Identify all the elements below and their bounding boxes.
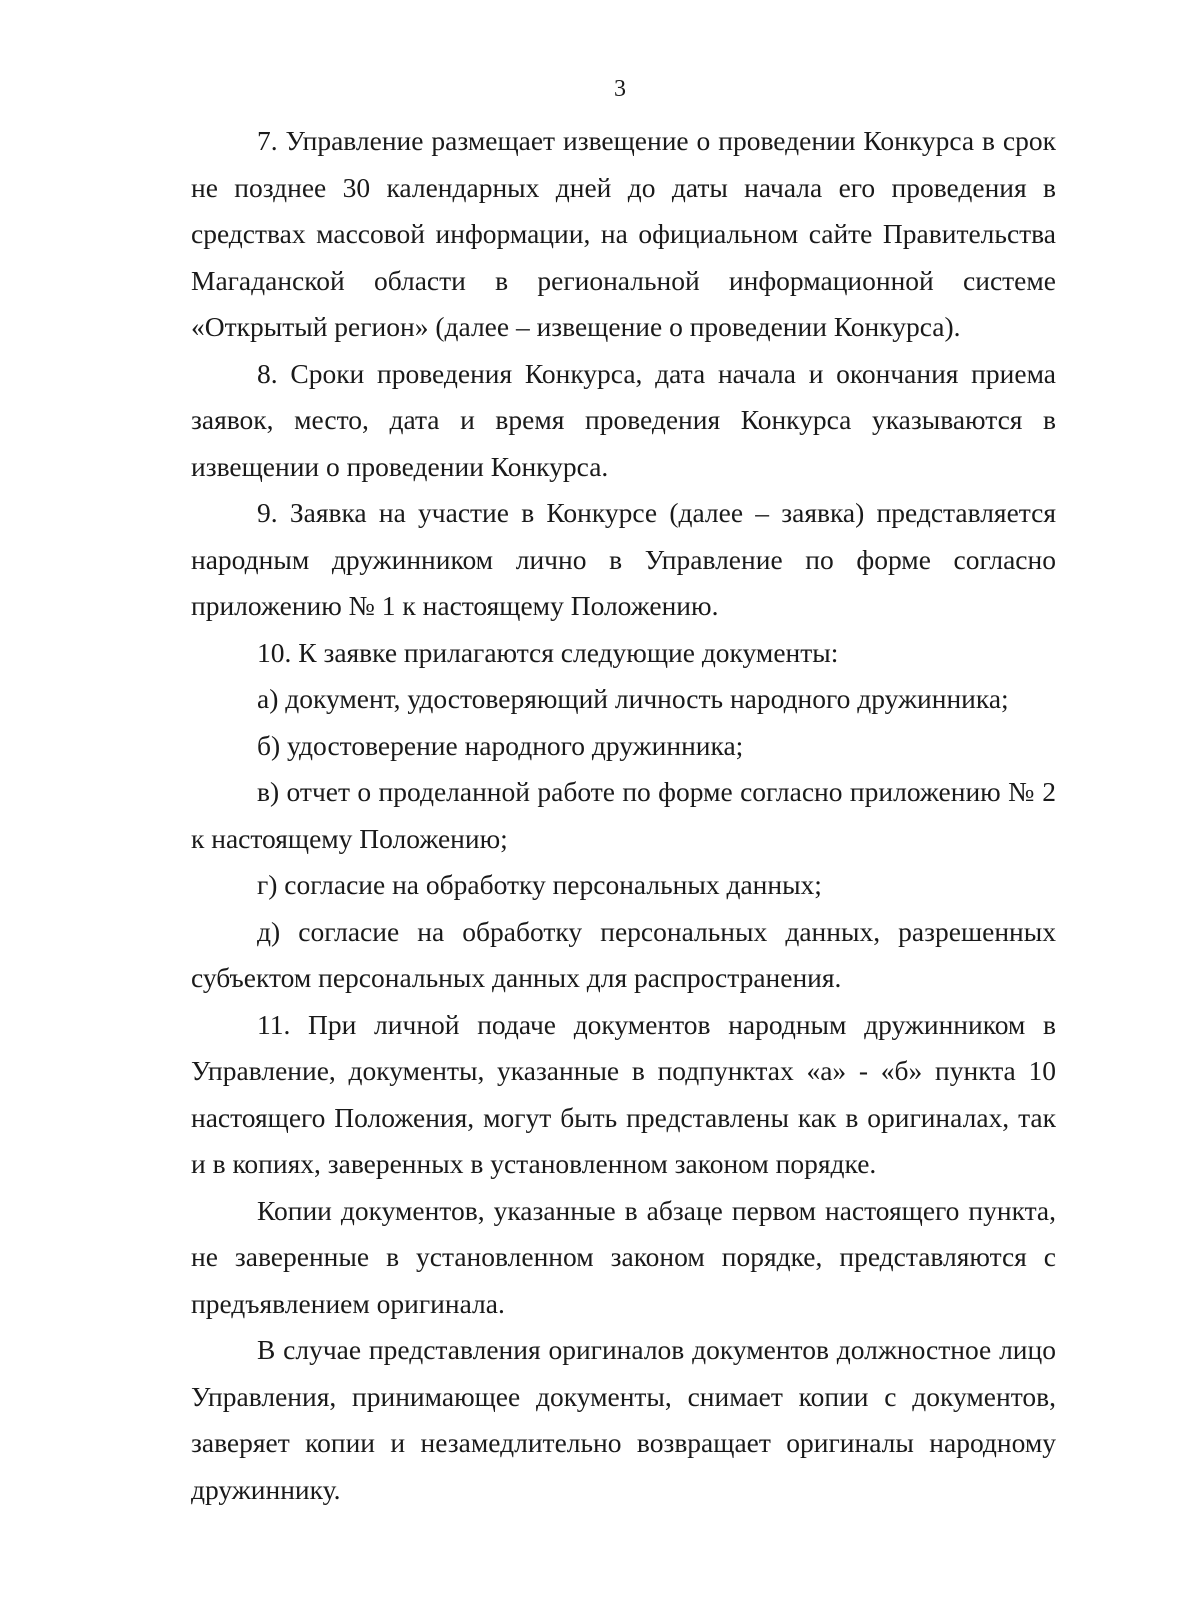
subitem-g: г) согласие на обработку персональных данных; bbox=[257, 869, 822, 900]
subitem-a: а) документ, удостоверяющий личность народного дружинника; bbox=[257, 683, 1009, 714]
paragraph-8: 8. Сроки проведения Конкурса, дата начала и окончания приема заявок, место, дата и время проведения Конкурса указываются в извещении о проведении Конкурса. bbox=[191, 357, 1056, 482]
document-body bbox=[191, 118, 1056, 1513]
subitem-b: б) удостоверение народного дружинника; bbox=[257, 729, 744, 761]
paragraph-10: 10. К заявке прилагаются следующие документы: bbox=[257, 636, 839, 668]
subitem-d: д) согласие на обработку персональных данных, разрешенных субъектом персональных данных для распространения. bbox=[191, 915, 1056, 993]
paragraph-11: 11. При личной подаче документов народным дружинником в Управление, документы, указанные в подпунктах «а» - «б» пункта 10 настоящего Положения, могут быть представлены как в оригиналах, так и в копиях, заверенных в установленном законом порядке. bbox=[191, 1008, 1056, 1179]
page-number: 3 bbox=[614, 76, 626, 102]
paragraph-11-copies: Копии документов, указанные в абзаце первом настоящего пункта, не заверенные в установленном законом порядке, представляются с предъявлением оригинала. bbox=[191, 1194, 1056, 1319]
subitem-v: в) отчет о проделанной работе по форме согласно приложению № 2 к настоящему Положению; bbox=[191, 776, 1056, 854]
paragraph-9: 9. Заявка на участие в Конкурсе (далее – заявка) представляется народным дружинником лично в Управление по форме согласно приложению № 1 к настоящему Положению. bbox=[191, 497, 1056, 621]
paragraph-11-originals: В случае представления оригиналов документов должностное лицо Управления, принимающее документы, снимает копии с документов, заверяет копии и незамедлительно возвращает оригиналы народному дружиннику. bbox=[191, 1334, 1056, 1505]
paragraph-7: 7. Управление размещает извещение о проведении Конкурса в срок не позднее 30 календарных дней до даты начала его проведения в средствах массовой информации, на официальном сайте Правительства Магаданской области в региональной информационной системе «Открытый регион» (далее – извещение о проведении Конкурса). bbox=[191, 125, 1056, 342]
